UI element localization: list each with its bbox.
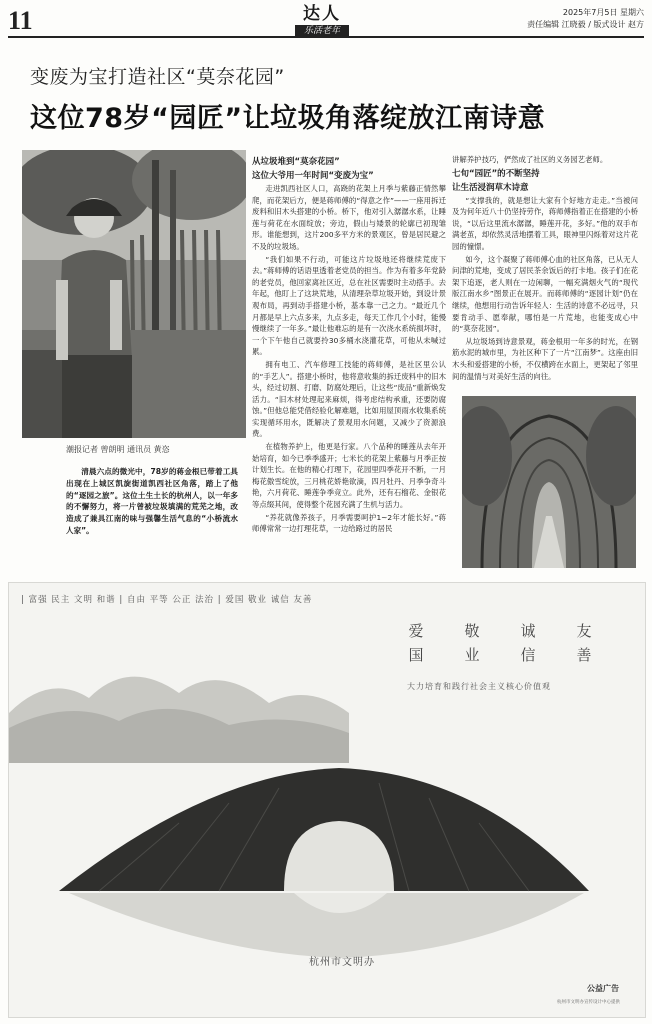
article-column-3 <box>452 154 638 383</box>
col2-paragraph: “我们如果不行动，可能这片垃圾地还将继续荒废下去。”蒋师傅的话语里透着老党员的担当。作为有着多年党龄的老党员，他回家离社区近，总在社区需要时主动搭手。去年起，他盯上了这块荒地，从清理杂草垃圾开始，到设计景观布局，再到动手搭建小桥，基本靠一己之力。“最近几个月都是早上六点多来，九点多走，每天工作几个小时，能慢慢继续了一年多。”最让他难忘的是有一次浇水系统损坏时，一个下午他自己就要拎30多桶水浇灌花草，可他从未喊过累。 <box>252 254 446 357</box>
col3-paragraph: 讲解养护技巧，俨然成了社区的义务园艺老师。 <box>452 155 608 164</box>
subheading-2: 七旬“园匠”的不断坚持 <box>452 168 540 179</box>
subheading-1b: 这位大爷用一年时间“变废为宝” <box>252 171 374 181</box>
photo-byline: 潮报记者 曾朗明 通讯员 黄恣 <box>66 445 170 454</box>
editors-line: 责任编辑 江晓毅 / 版式设计 赵方 <box>527 20 644 29</box>
header-meta <box>527 7 644 31</box>
garden-arch-photo <box>462 396 636 568</box>
ad-label: 公益广告 <box>587 984 619 993</box>
article-headline: 这位78岁“园匠”让垃圾角落绽放江南诗意 <box>30 103 546 134</box>
col3-paragraph: 如今，这个凝聚了蒋师傅心血的社区角落，已从无人问津的荒地，变成了居民茶余饭后的打卡地。孩子们在花架下追逐，老人则在一边闲聊，一幅充满烟火气的“现代版江南水乡”图景正在展开。而蒋师傅的“逐园计划”仍在继续，他想用行动告诉年轻人：生活的诗意不必远寻，只要肯动手、愿奉献，哪怕是一片荒地，也能变成心中的“莫奈花园”。 <box>452 254 638 334</box>
ad-word-top: 友 <box>576 624 592 640</box>
subheading-1: 从垃圾堆到“莫奈花园” <box>252 157 340 167</box>
section-box <box>290 4 354 37</box>
section-title: 达人 <box>303 4 341 24</box>
subheading-2b: 让生活浸润草木诗意 <box>452 182 529 193</box>
article-column-2 <box>252 154 446 536</box>
date-line: 2025年7月5日 星期六 <box>562 8 644 17</box>
ad-leaf-illustration <box>9 743 645 963</box>
gardener-photo <box>22 150 246 438</box>
col2-paragraph: 走进凯西社区人口，高跷的花架上月季与紫藤正情然攀爬，而花架后方，便是蒋师傅的“得意之作”——一座用拆迁废料和旧木头搭建的小桥。桥下，他对引入潺潺水系，让睡莲与荷花在水面绽放；旁边，假山与矮景的轮廓已初现雏形。谁能想到，这片200多平方米的景观区，曾是居民避之不及的垃圾场。 <box>252 184 446 251</box>
ad-word-bottom: 国 <box>408 648 424 664</box>
col3-paragraph: 从垃圾场到诗意景观，蒋金根用一年多的时光，在钢筋水泥的城市里，为社区种下了一片“江南梦”。这座由旧木头和爱搭建的小桥，不仅横跨在水面上，更架起了邻里间的温情与对美好生活的向往。 <box>452 336 638 381</box>
ad-word-top: 爱 <box>408 624 424 640</box>
header-rule <box>8 36 644 38</box>
ad-slogan: 大力培育和践行社会主义核心价值观 <box>407 682 551 691</box>
intro-paragraph: 清晨六点的微光中，78岁的蒋金根已带着工具出现在上城区凯旋街道凯西社区角落，踏上了他的“逐园之旅”。这位土生土长的杭州人，以一年多的不懈努力，将一片曾被垃圾填满的荒芜之地，改造成了兼具江南的味与强馨生活气息的“小桥流水人家”。 <box>66 467 238 535</box>
article-kicker: 变废为宝打造社区“莫奈花园” <box>30 66 285 88</box>
ad-word-bottom: 善 <box>576 648 592 664</box>
col3-paragraph: “支撑我的，就是想让大家有个好地方走走。”当被问及为何年近八十仍坚持劳作，蒋师傅指着正在搭建的小桥说，“以后这里流水潺潺，睡莲开花，多好。”他的双手布满老茧，却依然灵活地摆着工具，眼神里闪烁着对这片花园的憧憬。 <box>452 195 638 251</box>
section-subtitle: 乐活老年 <box>295 25 349 37</box>
page-number: 11 <box>8 6 33 35</box>
col2-paragraph: “养花就像养孩子，月季需要呵护1~2年才能长好。”蒋师傅常常一边打理花草，一边给路过的居民 <box>252 512 446 534</box>
ad-core-values-line: | 富强 民主 文明 和谐 | 自由 平等 公正 法治 | 爱国 敬业 诚信 友善 <box>21 595 313 605</box>
ad-word-top: 敬 <box>464 624 480 640</box>
col2-paragraph: 拥有电工、汽车修理工技能的蒋师傅，是社区里公认的“手艺人”。搭建小桥时，他将意收集的拆迁废料中的旧木头，经过切割、打磨、防腐处理后，让这些“废品”重新焕发活力。“旧木材处理起来麻烦，得考虑结构承重，还要防腐蚀。”但他总能凭借经验化解难题，比如用屋顶雨水收集系统实现循环用水，既解决了景观用水问题，又减少了资源浪费。 <box>252 359 446 439</box>
ad-word-top: 诚 <box>520 624 536 640</box>
ad-fineprint: 杭州市文明办宣传设计中心提供 <box>557 1000 620 1005</box>
ad-word-bottom: 信 <box>520 648 536 664</box>
article-intro <box>66 466 238 537</box>
public-service-ad <box>8 582 646 1018</box>
col2-paragraph: 在植物养护上，他更是行家。八个品种的睡莲从去年开始培育，如今已季季盛开；七米长的花架上紫藤与月季正按计划生长。在他的精心打理下，花园里四季花开不断，一月梅花傲雪绽放，三月桃花娇艳欲滴，四月牡丹、月季争奇斗艳，六月荷花、睡莲争季竞立。此外，还有石榴花、金银花等点缀其间，使得整个花园充满了生机与活力。 <box>252 442 446 510</box>
ad-word-bottom: 业 <box>464 648 480 664</box>
ad-sponsor: 杭州市文明办 <box>309 957 375 968</box>
